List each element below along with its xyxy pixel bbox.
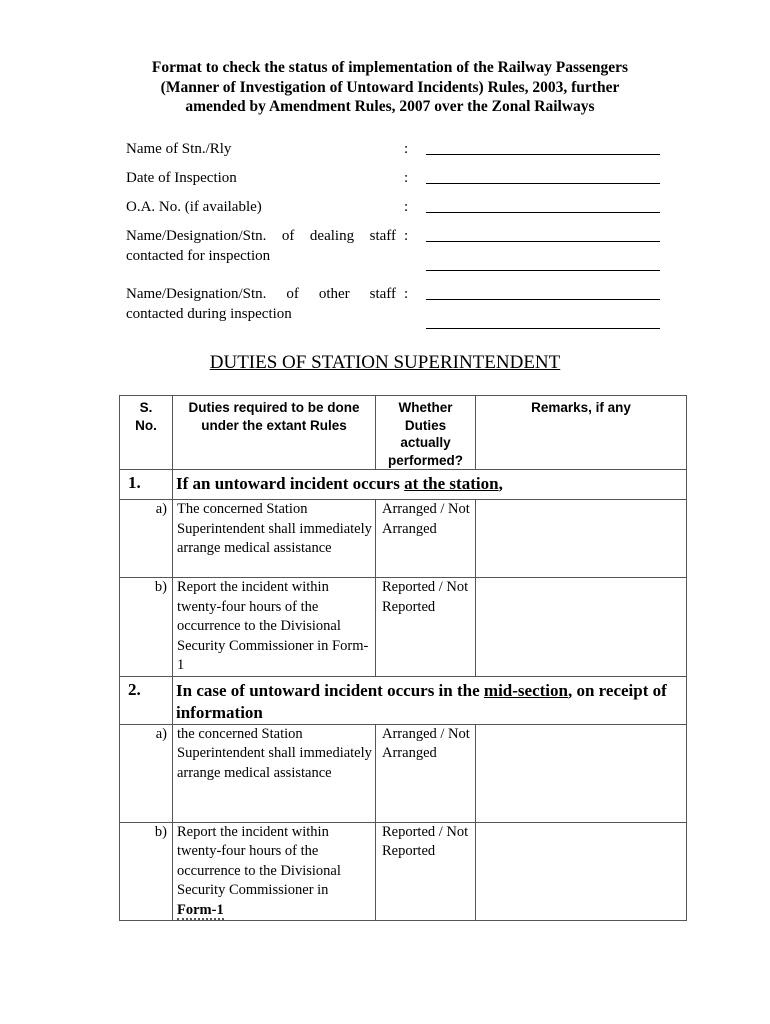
remarks-cell[interactable]: [476, 822, 687, 921]
field-colon: :: [404, 170, 409, 186]
section-title-underlined: at the station: [404, 474, 499, 493]
table-row: [120, 500, 687, 578]
status-text: Arranged / Not Arranged: [376, 724, 476, 822]
field-label: Date of Inspection: [126, 170, 237, 186]
row-label: b): [120, 578, 173, 677]
duties-table: [119, 395, 687, 921]
section-row-2: [120, 676, 687, 724]
field-label: O.A. No. (if available): [126, 199, 262, 215]
table-row: [120, 724, 687, 822]
duty-text: Report the incident within twenty-four hours of the occurrence to the Divisional Security Commissioner in: [177, 823, 341, 898]
row-label: b): [120, 822, 173, 921]
section-title: [173, 676, 687, 724]
status-text: Reported / Not Reported: [376, 822, 476, 921]
field-label: Name of Stn./Rly: [126, 141, 232, 157]
title-line-1: Format to check the status of implementation of the Railway Passengers: [151, 59, 629, 76]
row-label: a): [120, 500, 173, 578]
section-heading: [0, 352, 770, 374]
section-title-suffix: , on receipt of information: [176, 680, 667, 722]
table-row: [120, 822, 687, 921]
heading-text: DUTIES OF STATION SUPERINTENDENT: [209, 352, 561, 373]
duty-cell: [173, 822, 376, 921]
status-text: Reported / Not Reported: [376, 578, 476, 677]
field-colon: :: [404, 141, 409, 157]
header-sno: S. No.: [120, 396, 173, 470]
field-label: Name/Designation/Stn. of other staff contacted during inspection: [126, 286, 396, 322]
section-number: 1.: [120, 470, 173, 500]
section-row-1: [120, 470, 687, 500]
status-text: Arranged / Not Arranged: [376, 500, 476, 578]
field-label: Name/Designation/Stn. of dealing staff contacted for inspection: [126, 228, 396, 264]
table-row: [120, 578, 687, 677]
date-input-line[interactable]: [426, 183, 660, 184]
remarks-cell[interactable]: [476, 724, 687, 822]
dealing-staff-input-line-2[interactable]: [426, 270, 660, 271]
dealing-staff-input-line-1[interactable]: [426, 241, 660, 242]
section-title-text: In case of untoward incident occurs in the: [176, 680, 484, 700]
section-title-text: If an untoward incident occurs: [176, 474, 405, 493]
duty-text: The concerned Station Superintendent shall immediately arrange medical assistance: [173, 500, 376, 578]
title-line-3: amended by Amendment Rules, 2007 over the Zonal Railways: [185, 98, 595, 115]
section-title-underlined: mid-section: [483, 680, 568, 700]
field-colon: :: [404, 286, 409, 302]
station-input-line[interactable]: [426, 154, 660, 155]
remarks-cell[interactable]: [476, 578, 687, 677]
oa-no-input-line[interactable]: [426, 212, 660, 213]
field-colon: :: [404, 228, 409, 244]
duty-text: Report the incident within twenty-four hours of the occurrence to the Divisional Security Commissioner in Form-1: [173, 578, 376, 677]
table-header-row: [120, 396, 687, 470]
other-staff-input-line-2[interactable]: [426, 328, 660, 329]
other-staff-input-line-1[interactable]: [426, 299, 660, 300]
document-title: [110, 58, 670, 117]
row-label: a): [120, 724, 173, 822]
header-whether: Whether Duties actually performed?: [376, 396, 476, 470]
header-remarks: Remarks, if any: [476, 396, 687, 470]
form-reference: Form-1: [177, 901, 224, 918]
section-number: 2.: [120, 676, 173, 724]
remarks-cell[interactable]: [476, 500, 687, 578]
section-title: [173, 470, 687, 500]
title-line-2: (Manner of Investigation of Untoward Incidents) Rules, 2003, further: [160, 78, 620, 96]
section-title-suffix: ,: [498, 474, 503, 493]
header-duties: Duties required to be done under the extant Rules: [173, 396, 376, 470]
field-colon: :: [404, 199, 409, 215]
duty-text: the concerned Station Superintendent shall immediately arrange medical assistance: [173, 724, 376, 822]
